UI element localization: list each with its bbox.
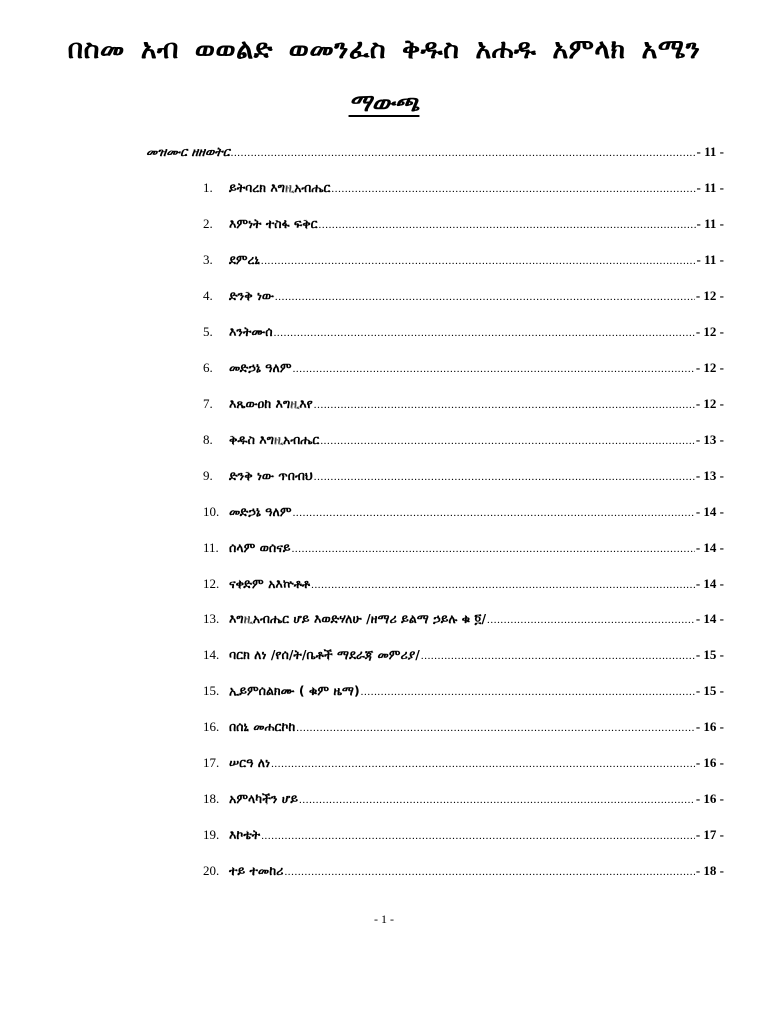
toc-entry-label: አምላካችን ሆይ bbox=[229, 791, 299, 807]
toc-entry-label: ናቀድም አእኵቶቶ bbox=[229, 575, 311, 591]
dot-leader bbox=[311, 579, 695, 591]
toc-entry-page: - 16 - bbox=[695, 755, 724, 771]
toc-entry[interactable] bbox=[203, 432, 724, 452]
toc-entry-label: መድኃኔ ዓለም bbox=[229, 503, 292, 519]
toc-entry[interactable] bbox=[203, 611, 724, 631]
toc-entry-number: 18. bbox=[203, 791, 220, 807]
toc-entry-number: 8. bbox=[203, 431, 213, 447]
dot-leader bbox=[274, 327, 695, 339]
toc-entry-number: 7. bbox=[203, 395, 213, 411]
toc-entry[interactable] bbox=[203, 540, 724, 560]
toc-entry-label: እንትሙሰ bbox=[229, 323, 273, 339]
toc-entry-number: 16. bbox=[203, 719, 220, 735]
toc-entry-label: ደምረኒ bbox=[229, 251, 260, 267]
toc-entry[interactable] bbox=[203, 324, 724, 344]
dot-leader bbox=[320, 435, 695, 447]
toc-entry-label: ይትባረክ እግዚአብሔር bbox=[229, 180, 331, 195]
dot-leader bbox=[421, 650, 695, 662]
toc-entry-number: 20. bbox=[203, 863, 220, 879]
toc-entry-label: ሠርዓ ለነ bbox=[229, 755, 271, 771]
toc-entry-page: - 12 - bbox=[695, 359, 724, 375]
toc-entry-number: 3. bbox=[203, 251, 213, 267]
toc-entry-label: ሰላም ወሰናይ bbox=[229, 539, 291, 555]
toc-entry[interactable] bbox=[203, 288, 724, 308]
toc-entry-number: 13. bbox=[203, 611, 220, 627]
toc-entry-label: እምነት ተስፋ ፍቅር bbox=[229, 215, 318, 231]
toc-entry[interactable] bbox=[203, 647, 724, 667]
toc-entry[interactable] bbox=[203, 180, 724, 200]
toc-entry-label: እጼውዐከ እግዚእየ bbox=[229, 395, 313, 411]
toc-entry-page: - 16 - bbox=[695, 719, 724, 735]
toc-entry-label: ተይ ተመከሪ bbox=[229, 863, 284, 879]
toc-entry[interactable] bbox=[203, 252, 724, 272]
toc-entry-label: ቅዱስ እግዚአብሔር bbox=[229, 431, 320, 447]
toc-entry-page: - 15 - bbox=[695, 683, 724, 699]
toc-entry-page: - 11 - bbox=[696, 215, 724, 231]
toc-entry-number: 17. bbox=[203, 755, 220, 771]
toc-entry-number: 10. bbox=[203, 503, 220, 519]
toc-entry[interactable] bbox=[203, 863, 724, 883]
toc-entry-label: መድኃኔ ዓለም bbox=[229, 359, 292, 375]
toc-entry-label: ድንቅ ነው bbox=[229, 287, 274, 303]
toc-entry[interactable] bbox=[203, 755, 724, 775]
toc-entry-label: ባርክ ለነ /የሰ/ት/ቤቶች ማደራጃ መምሪያ/ bbox=[229, 647, 420, 663]
dot-leader bbox=[314, 471, 695, 483]
toc-entry-number: 15. bbox=[203, 683, 220, 699]
dot-leader bbox=[331, 183, 695, 195]
toc-entry[interactable] bbox=[203, 468, 724, 488]
dot-leader bbox=[275, 291, 695, 303]
toc-entry[interactable] bbox=[203, 360, 724, 380]
toc-entry-page: - 11 - bbox=[696, 180, 724, 195]
dot-leader bbox=[296, 722, 695, 734]
dot-leader bbox=[261, 830, 695, 842]
dot-leader bbox=[284, 866, 694, 878]
toc-section[interactable] bbox=[146, 144, 724, 164]
toc-entry-number: 14. bbox=[203, 647, 220, 663]
toc-entry-page: - 12 - bbox=[695, 395, 724, 411]
dot-leader bbox=[487, 614, 695, 626]
toc-section-page: - 11 - bbox=[696, 144, 724, 159]
toc-entry-number: 12. bbox=[203, 575, 220, 591]
toc-entry[interactable] bbox=[203, 791, 724, 811]
toc-entry[interactable] bbox=[203, 683, 724, 703]
toc-entry-page: - 12 - bbox=[695, 287, 724, 303]
toc-entry-number: 4. bbox=[203, 287, 213, 303]
toc-entry-label: በሰኒ መሐርኮከ bbox=[229, 719, 296, 735]
toc-entry-label: ድንቅ ነው ጥበብህ bbox=[229, 467, 313, 483]
toc-entry-page: - 15 - bbox=[695, 647, 724, 663]
dot-leader bbox=[292, 543, 695, 555]
toc-entry-page: - 14 - bbox=[695, 503, 724, 519]
toc-entry-page: - 14 - bbox=[695, 575, 724, 591]
toc-entry[interactable] bbox=[203, 504, 724, 524]
toc-entry-page: - 17 - bbox=[695, 827, 724, 843]
toc-entry-number: 2. bbox=[203, 215, 213, 231]
toc-entry-label: ኢይምሰልክሙ ( ቁም ዜማ) bbox=[229, 683, 360, 699]
page-number: - 1 - bbox=[374, 912, 394, 926]
dot-leader bbox=[299, 794, 695, 806]
toc-entry[interactable] bbox=[203, 827, 724, 847]
toc-entry-page: - 14 - bbox=[695, 539, 724, 555]
dot-leader bbox=[293, 363, 695, 375]
toc-entry-number: 5. bbox=[203, 323, 213, 339]
toc-entry-page: - 16 - bbox=[695, 791, 724, 807]
toc-title bbox=[0, 89, 768, 117]
toc-entry-number: 19. bbox=[203, 827, 220, 843]
toc-section-label: መዝሙር ዘዘወትር bbox=[146, 144, 230, 159]
dot-leader bbox=[231, 147, 696, 159]
toc-entry-page: - 14 - bbox=[695, 611, 724, 627]
toc-entry-label: እኮቴት bbox=[229, 827, 261, 843]
dot-leader bbox=[361, 686, 695, 698]
toc-entry-page: - 12 - bbox=[695, 323, 724, 339]
toc-entry[interactable] bbox=[203, 216, 724, 236]
dot-leader bbox=[271, 758, 695, 770]
toc-entry[interactable] bbox=[203, 719, 724, 739]
toc-entry-label: እግዚአብሔር ሆይ እወድሃለሁ /ዘማሪ ይልማ ኃይሉ ቁ ፬/ bbox=[229, 611, 487, 627]
dot-leader bbox=[261, 255, 696, 267]
toc-entry-number: 6. bbox=[203, 359, 213, 375]
toc-entry-page: - 13 - bbox=[695, 467, 724, 483]
toc-title-text: ማውጫ bbox=[348, 89, 420, 117]
toc-entry[interactable] bbox=[203, 396, 724, 416]
toc-entry-number: 11. bbox=[203, 539, 219, 555]
dot-leader bbox=[314, 399, 695, 411]
page-blessing-heading: በስመ አብ ወወልድ ወመንፈስ ቅዱስ አሐዱ አምላክ አሜን bbox=[67, 34, 701, 65]
toc-entry-number: 9. bbox=[203, 467, 213, 483]
toc-entry[interactable] bbox=[203, 576, 724, 596]
dot-leader bbox=[319, 219, 696, 231]
toc-entry-page: - 11 - bbox=[696, 251, 724, 267]
toc-entry-number: 1. bbox=[203, 180, 213, 195]
toc-entry-page: - 13 - bbox=[695, 431, 724, 447]
toc-entry-page: - 18 - bbox=[695, 863, 724, 879]
dot-leader bbox=[293, 507, 695, 519]
